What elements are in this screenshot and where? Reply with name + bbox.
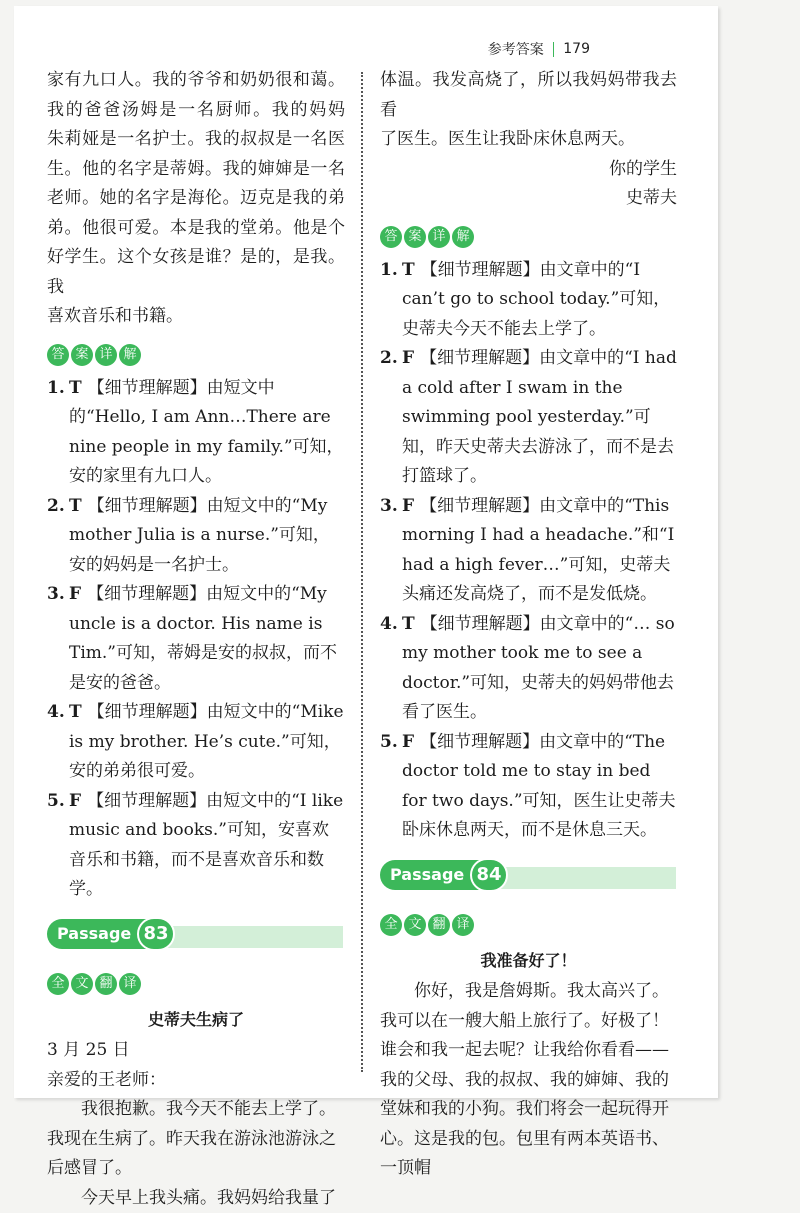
answer-tf: T bbox=[69, 496, 82, 516]
text-line: 老师。她的名字是海伦。迈克是我的弟 bbox=[47, 184, 345, 214]
full-translation-badge bbox=[380, 914, 474, 938]
badge-char: 文 bbox=[71, 973, 93, 995]
answer-list bbox=[380, 256, 677, 846]
passage-83-header bbox=[47, 917, 343, 951]
left-column bbox=[47, 66, 345, 1098]
answer-text: 【细节理解题】由短文中的“My mother Julia is a nurse.”可知，安的妈妈是一名护士。 bbox=[69, 496, 330, 575]
answer-tf: T bbox=[402, 614, 415, 634]
badge-char: 译 bbox=[452, 914, 474, 936]
passage-84-header bbox=[380, 858, 676, 892]
text-line: 家有九口人。我的爷爷和奶奶很和蔼。 bbox=[47, 66, 345, 96]
answer-text: 【细节理解题】由文章中的“… so my mother took me to see a doctor.”可知，史蒂夫的妈妈带他去看了医生。 bbox=[402, 614, 675, 723]
text-line: 弟。他很可爱。本是我的堂弟。他是个 bbox=[47, 214, 345, 244]
header-divider bbox=[553, 42, 555, 57]
badge-char: 翻 bbox=[428, 914, 450, 936]
answer-item bbox=[47, 492, 345, 581]
answer-text: 【细节理解题】由短文中的“Mike is my brother. He’s cute.”可知，安的弟弟很可爱。 bbox=[69, 702, 344, 781]
badge-char: 全 bbox=[47, 973, 69, 995]
translation-title: 史蒂夫生病了 bbox=[47, 1005, 345, 1035]
badge-char: 全 bbox=[380, 914, 402, 936]
answer-explanation-badge bbox=[47, 344, 141, 368]
page-header bbox=[488, 38, 590, 60]
text-line: 了医生。医生让我卧床休息两天。 bbox=[380, 125, 677, 155]
answer-item bbox=[47, 787, 345, 905]
answer-number: 2. bbox=[47, 492, 69, 581]
answer-number: 4. bbox=[380, 610, 402, 728]
page bbox=[14, 6, 718, 1098]
answer-text: 【细节理解题】由短文中的“Hello, I am Ann…There are nine people in my family.”可知，安的家里有九口人。 bbox=[69, 378, 344, 487]
answer-text: 【细节理解题】由文章中的“The doctor told me to stay in bed for two days.”可知，医生让史蒂夫卧床休息两天，而不是休息三天。 bbox=[402, 732, 676, 841]
letter-closing: 你的学生 bbox=[380, 155, 677, 185]
letter-signature: 史蒂夫 bbox=[380, 184, 677, 214]
answer-explanation-badge bbox=[380, 226, 474, 250]
answer-tf: F bbox=[69, 584, 81, 604]
answer-item bbox=[380, 256, 677, 345]
passage-number: 83 bbox=[137, 917, 175, 951]
answer-number: 2. bbox=[380, 344, 402, 492]
badge-char: 答 bbox=[380, 226, 402, 248]
answer-number: 5. bbox=[47, 787, 69, 905]
answer-number: 3. bbox=[47, 580, 69, 698]
passage-82-translation-end bbox=[47, 66, 345, 332]
passage-number: 84 bbox=[470, 858, 508, 892]
letter-paragraph: 我很抱歉。我今天不能去上学了。我现在生病了。昨天我在游泳池游泳之后感冒了。 bbox=[47, 1095, 345, 1184]
text-line: 好学生。这个女孩是谁？是的，是我。我 bbox=[47, 243, 345, 302]
right-column bbox=[380, 66, 677, 1098]
full-translation-badge bbox=[47, 973, 141, 997]
badge-char: 文 bbox=[404, 914, 426, 936]
answer-text: 【细节理解题】由文章中的“I can’t go to school today.”可知，史蒂夫今天不能去上学了。 bbox=[402, 260, 670, 339]
text-line: 喜欢音乐和书籍。 bbox=[47, 302, 345, 332]
column-divider bbox=[361, 72, 363, 1072]
answer-text: 【细节理解题】由文章中的“I had a cold after I swam in the swimming pool yesterday.”可知，昨天史蒂夫去游泳了，而不是去打篮球了。 bbox=[402, 348, 677, 486]
badge-char: 详 bbox=[428, 226, 450, 248]
passage-label: Passage bbox=[47, 919, 151, 949]
answer-item bbox=[47, 374, 345, 492]
answer-tf: T bbox=[402, 260, 415, 280]
answer-tf: T bbox=[69, 702, 82, 722]
answer-number: 3. bbox=[380, 492, 402, 610]
answer-item bbox=[380, 344, 677, 492]
answer-text: 【细节理解题】由文章中的“This morning I had a headache.”和“I had a high fever…”可知，史蒂夫头痛还发高烧了，而不是发低烧。 bbox=[402, 496, 674, 605]
text-line: 朱莉娅是一名护士。我的叔叔是一名医 bbox=[47, 125, 345, 155]
answer-item bbox=[380, 492, 677, 610]
answer-tf: F bbox=[402, 496, 414, 516]
letter-paragraph: 今天早上我头痛。我妈妈给我量了 bbox=[47, 1184, 345, 1213]
answer-number: 5. bbox=[380, 728, 402, 846]
badge-char: 案 bbox=[404, 226, 426, 248]
badge-char: 详 bbox=[95, 344, 117, 366]
answer-list bbox=[47, 374, 345, 905]
badge-char: 解 bbox=[119, 344, 141, 366]
text-line: 体温。我发高烧了，所以我妈妈带我去看 bbox=[380, 66, 677, 125]
answer-number: 1. bbox=[380, 256, 402, 345]
translation-paragraph: 你好，我是詹姆斯。我太高兴了。我可以在一艘大船上旅行了。好极了！谁会和我一起去呢？让我给你看看——我的父母、我的叔叔、我的婶婶、我的堂妹和我的小狗。我们将会一起玩得开心。这是我的包。包里有两本英语书、一顶帽 bbox=[380, 977, 677, 1184]
answer-tf: F bbox=[69, 791, 81, 811]
translation-title: 我准备好了！ bbox=[380, 946, 677, 976]
answer-tf: T bbox=[69, 378, 82, 398]
text-line: 我的爸爸汤姆是一名厨师。我的妈妈 bbox=[47, 96, 345, 126]
section-title: 参考答案 bbox=[488, 39, 544, 59]
badge-char: 解 bbox=[452, 226, 474, 248]
answer-tf: F bbox=[402, 348, 414, 368]
answer-item bbox=[47, 698, 345, 787]
badge-char: 翻 bbox=[95, 973, 117, 995]
passage-label: Passage bbox=[380, 860, 484, 890]
answer-number: 4. bbox=[47, 698, 69, 787]
answer-item bbox=[47, 580, 345, 698]
answer-text: 【细节理解题】由短文中的“My uncle is a doctor. His name is Tim.”可知，蒂姆是安的叔叔，而不是安的爸爸。 bbox=[69, 584, 337, 693]
answer-item bbox=[380, 728, 677, 846]
answer-tf: F bbox=[402, 732, 414, 752]
badge-char: 译 bbox=[119, 973, 141, 995]
letter-salutation: 亲爱的王老师： bbox=[47, 1066, 345, 1096]
page-number: 179 bbox=[563, 41, 590, 57]
badge-char: 答 bbox=[47, 344, 69, 366]
answer-number: 1. bbox=[47, 374, 69, 492]
badge-char: 案 bbox=[71, 344, 93, 366]
letter-date: 3 月 25 日 bbox=[47, 1036, 345, 1066]
text-line: 生。他的名字是蒂姆。我的婶婶是一名 bbox=[47, 155, 345, 185]
answer-text: 【细节理解题】由短文中的“I like music and books.”可知，安喜欢音乐和书籍，而不是喜欢音乐和数学。 bbox=[69, 791, 343, 900]
answer-item bbox=[380, 610, 677, 728]
